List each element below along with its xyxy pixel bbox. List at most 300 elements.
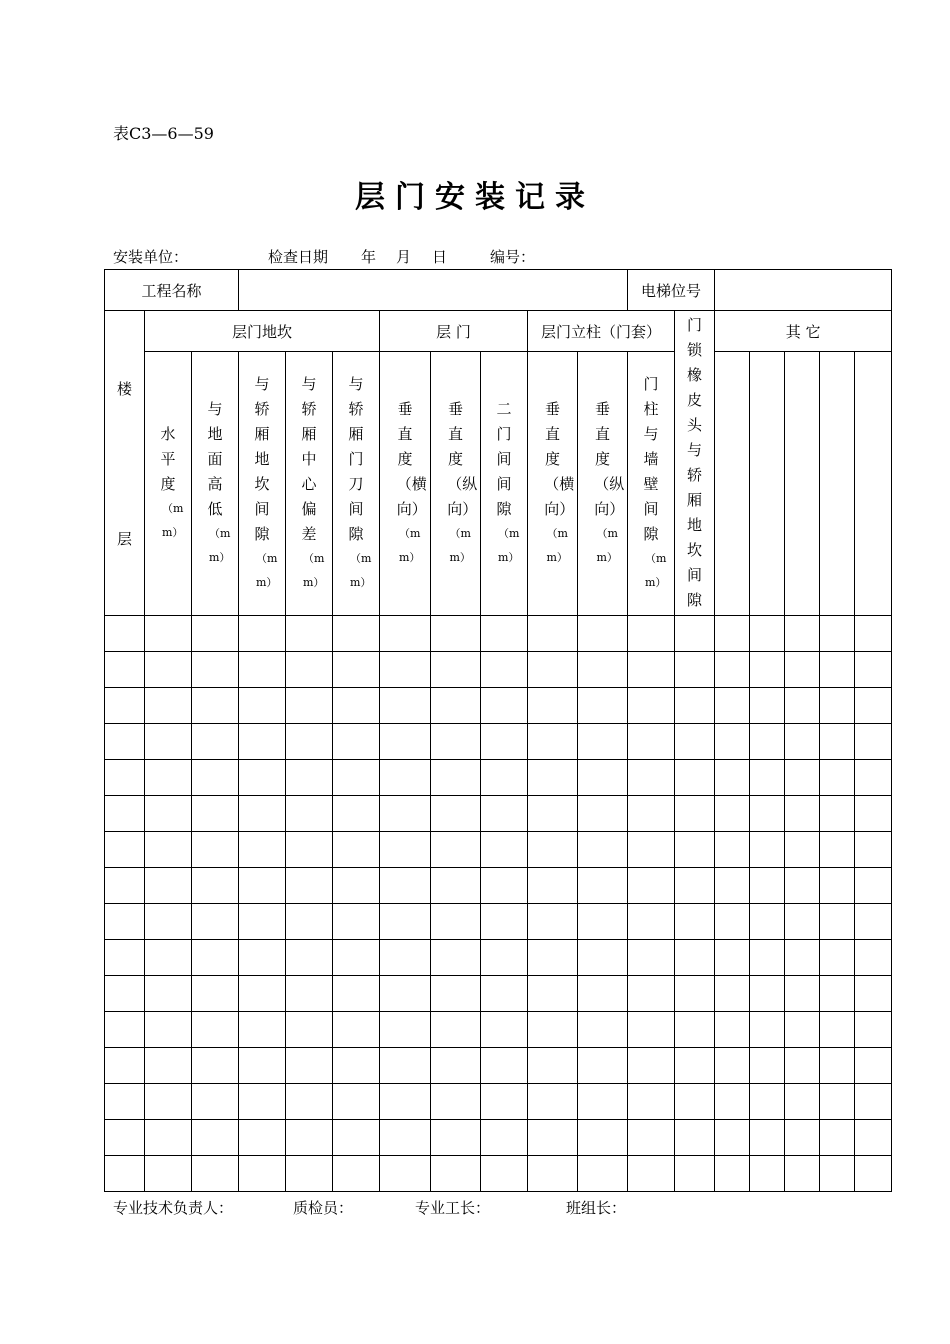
table-cell[interactable] (431, 724, 481, 760)
table-cell[interactable] (750, 1120, 785, 1156)
table-cell[interactable] (715, 760, 750, 796)
table-cell[interactable] (481, 796, 528, 832)
table-cell[interactable] (750, 760, 785, 796)
table-cell[interactable] (192, 1048, 239, 1084)
table-cell[interactable] (820, 832, 855, 868)
table-cell[interactable] (145, 976, 192, 1012)
table-cell[interactable] (785, 688, 820, 724)
table-cell[interactable] (715, 904, 750, 940)
table-cell[interactable] (145, 940, 192, 976)
table-cell[interactable] (239, 616, 286, 652)
table-cell[interactable] (286, 1012, 333, 1048)
table-cell[interactable] (628, 976, 675, 1012)
table-cell[interactable] (820, 796, 855, 832)
table-cell[interactable] (750, 1012, 785, 1048)
project-name-field[interactable] (239, 270, 628, 311)
table-cell[interactable] (481, 1120, 528, 1156)
table-cell[interactable] (750, 796, 785, 832)
table-cell[interactable] (855, 1012, 892, 1048)
table-cell[interactable] (333, 1012, 380, 1048)
table-cell[interactable] (192, 832, 239, 868)
table-cell[interactable] (333, 1084, 380, 1120)
table-cell[interactable] (855, 1048, 892, 1084)
table-cell[interactable] (380, 940, 431, 976)
table-cell[interactable] (380, 1120, 431, 1156)
table-cell[interactable] (750, 652, 785, 688)
table-cell[interactable] (333, 940, 380, 976)
elevator-position-field[interactable] (715, 270, 892, 311)
table-cell[interactable] (675, 760, 715, 796)
table-cell[interactable] (431, 1156, 481, 1192)
other-subheader-4[interactable] (820, 352, 855, 616)
table-cell[interactable] (192, 1012, 239, 1048)
table-cell[interactable] (675, 796, 715, 832)
table-cell[interactable] (785, 1012, 820, 1048)
table-cell[interactable] (675, 1084, 715, 1120)
table-cell[interactable] (380, 868, 431, 904)
table-cell[interactable] (380, 976, 431, 1012)
table-cell[interactable] (578, 1120, 628, 1156)
table-cell[interactable] (855, 652, 892, 688)
table-cell[interactable] (431, 616, 481, 652)
table-cell[interactable] (192, 1084, 239, 1120)
table-cell[interactable] (578, 724, 628, 760)
table-cell[interactable] (431, 1120, 481, 1156)
table-cell[interactable] (750, 904, 785, 940)
table-cell[interactable] (750, 688, 785, 724)
table-cell[interactable] (628, 1048, 675, 1084)
table-cell[interactable] (192, 904, 239, 940)
table-cell[interactable] (192, 868, 239, 904)
table-cell[interactable] (286, 976, 333, 1012)
table-cell[interactable] (578, 796, 628, 832)
table-cell[interactable] (192, 976, 239, 1012)
table-cell[interactable] (333, 868, 380, 904)
table-cell[interactable] (675, 1048, 715, 1084)
table-cell[interactable] (855, 976, 892, 1012)
table-cell[interactable] (578, 1156, 628, 1192)
table-cell[interactable] (481, 904, 528, 940)
table-cell[interactable] (715, 1048, 750, 1084)
table-cell[interactable] (286, 616, 333, 652)
table-cell[interactable] (715, 688, 750, 724)
table-cell[interactable] (750, 1084, 785, 1120)
table-cell[interactable] (333, 976, 380, 1012)
table-cell[interactable] (785, 616, 820, 652)
column-header-text: 与轿厢门刀间隙 (348, 375, 364, 543)
table-cell[interactable] (628, 652, 675, 688)
table-cell[interactable] (286, 796, 333, 832)
table-cell[interactable] (675, 904, 715, 940)
table-cell[interactable] (333, 652, 380, 688)
table-cell[interactable] (481, 724, 528, 760)
table-cell[interactable] (481, 1156, 528, 1192)
table-cell[interactable] (481, 1084, 528, 1120)
table-cell[interactable] (715, 724, 750, 760)
table-cell[interactable] (820, 688, 855, 724)
table-cell[interactable] (750, 616, 785, 652)
table-cell[interactable] (715, 652, 750, 688)
table-cell[interactable] (286, 1048, 333, 1084)
table-cell[interactable] (481, 760, 528, 796)
table-cell[interactable] (675, 688, 715, 724)
table-cell[interactable] (239, 832, 286, 868)
table-cell[interactable] (333, 904, 380, 940)
table-cell[interactable] (785, 1156, 820, 1192)
table-cell[interactable] (750, 940, 785, 976)
table-cell[interactable] (855, 868, 892, 904)
table-cell[interactable] (481, 652, 528, 688)
other-subheader-5[interactable] (855, 352, 892, 616)
table-cell[interactable] (286, 904, 333, 940)
table-cell[interactable] (333, 724, 380, 760)
table-cell[interactable] (105, 1012, 145, 1048)
table-cell[interactable] (239, 652, 286, 688)
table-cell[interactable] (675, 940, 715, 976)
table-cell[interactable] (820, 1120, 855, 1156)
table-cell[interactable] (105, 616, 145, 652)
table-cell[interactable] (785, 1084, 820, 1120)
table-cell[interactable] (820, 1084, 855, 1120)
table-cell[interactable] (715, 616, 750, 652)
table-cell[interactable] (431, 1084, 481, 1120)
table-cell[interactable] (528, 1048, 578, 1084)
table-cell[interactable] (785, 796, 820, 832)
table-cell[interactable] (145, 616, 192, 652)
table-cell[interactable] (750, 1048, 785, 1084)
table-cell[interactable] (628, 1156, 675, 1192)
table-cell[interactable] (192, 796, 239, 832)
table-cell[interactable] (628, 688, 675, 724)
table-cell[interactable] (820, 1048, 855, 1084)
table-cell[interactable] (528, 652, 578, 688)
table-cell[interactable] (628, 940, 675, 976)
table-cell[interactable] (105, 1156, 145, 1192)
table-cell[interactable] (528, 796, 578, 832)
table-cell[interactable] (105, 976, 145, 1012)
table-cell[interactable] (481, 940, 528, 976)
table-cell[interactable] (431, 940, 481, 976)
table-cell[interactable] (785, 724, 820, 760)
table-cell[interactable] (628, 904, 675, 940)
table-cell[interactable] (628, 1120, 675, 1156)
table-cell[interactable] (528, 1120, 578, 1156)
table-cell[interactable] (431, 1048, 481, 1084)
table-cell[interactable] (628, 1012, 675, 1048)
table-cell[interactable] (145, 904, 192, 940)
table-cell[interactable] (192, 688, 239, 724)
table-cell[interactable] (105, 940, 145, 976)
table-cell[interactable] (286, 724, 333, 760)
table-cell[interactable] (145, 1156, 192, 1192)
table-cell[interactable] (715, 832, 750, 868)
table-cell[interactable] (675, 652, 715, 688)
table-cell[interactable] (380, 1084, 431, 1120)
table-cell[interactable] (333, 1048, 380, 1084)
table-cell[interactable] (715, 796, 750, 832)
table-cell[interactable] (145, 1012, 192, 1048)
table-cell[interactable] (145, 796, 192, 832)
table-cell[interactable] (145, 868, 192, 904)
table-cell[interactable] (145, 832, 192, 868)
table-cell[interactable] (528, 940, 578, 976)
table-cell[interactable] (578, 976, 628, 1012)
table-cell[interactable] (628, 868, 675, 904)
table-cell[interactable] (785, 652, 820, 688)
table-cell[interactable] (380, 796, 431, 832)
table-cell[interactable] (820, 652, 855, 688)
table-cell[interactable] (380, 1156, 431, 1192)
table-cell[interactable] (578, 1012, 628, 1048)
table-cell[interactable] (578, 688, 628, 724)
table-cell[interactable] (628, 760, 675, 796)
table-cell[interactable] (715, 1156, 750, 1192)
table-cell[interactable] (239, 940, 286, 976)
table-cell[interactable] (855, 796, 892, 832)
table-cell[interactable] (333, 688, 380, 724)
table-cell[interactable] (785, 940, 820, 976)
lock-rubber-header (675, 311, 715, 616)
other-subheader-1[interactable] (715, 352, 750, 616)
table-cell[interactable] (578, 832, 628, 868)
table-cell[interactable] (675, 832, 715, 868)
table-cell[interactable] (675, 724, 715, 760)
table-cell[interactable] (431, 976, 481, 1012)
table-cell[interactable] (820, 868, 855, 904)
table-cell[interactable] (628, 616, 675, 652)
table-cell[interactable] (855, 904, 892, 940)
table-cell[interactable] (578, 652, 628, 688)
table-cell[interactable] (628, 832, 675, 868)
table-cell[interactable] (105, 904, 145, 940)
table-cell[interactable] (628, 724, 675, 760)
table-cell[interactable] (578, 868, 628, 904)
table-cell[interactable] (715, 1012, 750, 1048)
table-cell[interactable] (286, 832, 333, 868)
table-cell[interactable] (239, 688, 286, 724)
table-cell[interactable] (578, 940, 628, 976)
table-cell[interactable] (105, 796, 145, 832)
table-cell[interactable] (820, 760, 855, 796)
table-cell[interactable] (481, 976, 528, 1012)
table-cell[interactable] (431, 796, 481, 832)
table-cell[interactable] (286, 940, 333, 976)
table-cell[interactable] (145, 1084, 192, 1120)
table-cell[interactable] (820, 724, 855, 760)
table-cell[interactable] (820, 904, 855, 940)
table-cell[interactable] (333, 760, 380, 796)
table-cell[interactable] (286, 1120, 333, 1156)
table-cell[interactable] (333, 832, 380, 868)
table-cell[interactable] (675, 1012, 715, 1048)
table-cell[interactable] (239, 1012, 286, 1048)
table-cell[interactable] (145, 652, 192, 688)
table-cell[interactable] (785, 976, 820, 1012)
table-cell[interactable] (855, 760, 892, 796)
table-cell[interactable] (528, 616, 578, 652)
table-cell[interactable] (105, 868, 145, 904)
table-cell[interactable] (431, 688, 481, 724)
table-cell[interactable] (239, 1048, 286, 1084)
table-cell[interactable] (192, 652, 239, 688)
table-cell[interactable] (820, 1156, 855, 1192)
table-cell[interactable] (785, 1048, 820, 1084)
table-cell[interactable] (431, 1012, 481, 1048)
table-cell[interactable] (239, 868, 286, 904)
table-cell[interactable] (578, 1048, 628, 1084)
table-cell[interactable] (628, 796, 675, 832)
table-cell[interactable] (481, 688, 528, 724)
table-cell[interactable] (145, 1120, 192, 1156)
table-row (105, 688, 892, 724)
table-cell[interactable] (333, 1120, 380, 1156)
table-cell[interactable] (578, 760, 628, 796)
table-cell[interactable] (750, 868, 785, 904)
table-cell[interactable] (855, 940, 892, 976)
table-cell[interactable] (105, 760, 145, 796)
table-cell[interactable] (431, 868, 481, 904)
table-cell[interactable] (333, 796, 380, 832)
table-cell[interactable] (785, 1120, 820, 1156)
table-cell[interactable] (528, 1084, 578, 1120)
table-cell[interactable] (820, 1012, 855, 1048)
table-cell[interactable] (380, 1012, 431, 1048)
table-cell[interactable] (820, 940, 855, 976)
table-cell[interactable] (578, 616, 628, 652)
table-cell[interactable] (528, 724, 578, 760)
table-cell[interactable] (105, 724, 145, 760)
table-cell[interactable] (105, 1084, 145, 1120)
table-cell[interactable] (528, 688, 578, 724)
table-cell[interactable] (628, 1084, 675, 1120)
table-cell[interactable] (481, 616, 528, 652)
table-cell[interactable] (855, 724, 892, 760)
table-cell[interactable] (192, 1120, 239, 1156)
table-cell[interactable] (750, 976, 785, 1012)
table-cell[interactable] (715, 868, 750, 904)
table-cell[interactable] (431, 760, 481, 796)
table-cell[interactable] (380, 1048, 431, 1084)
table-cell[interactable] (333, 1156, 380, 1192)
table-cell[interactable] (715, 1084, 750, 1120)
table-cell[interactable] (855, 688, 892, 724)
table-cell[interactable] (286, 688, 333, 724)
table-cell[interactable] (286, 652, 333, 688)
table-cell[interactable] (239, 1120, 286, 1156)
table-cell[interactable] (239, 976, 286, 1012)
table-cell[interactable] (528, 976, 578, 1012)
table-cell[interactable] (528, 760, 578, 796)
table-cell[interactable] (855, 1084, 892, 1120)
table-cell[interactable] (675, 868, 715, 904)
table-cell[interactable] (192, 1156, 239, 1192)
table-cell[interactable] (192, 940, 239, 976)
table-cell[interactable] (239, 1084, 286, 1120)
table-cell[interactable] (855, 616, 892, 652)
table-cell[interactable] (105, 1048, 145, 1084)
table-cell[interactable] (528, 868, 578, 904)
table-cell[interactable] (481, 868, 528, 904)
table-cell[interactable] (145, 1048, 192, 1084)
table-cell[interactable] (750, 1156, 785, 1192)
table-cell[interactable] (105, 832, 145, 868)
table-cell[interactable] (239, 796, 286, 832)
table-cell[interactable] (380, 832, 431, 868)
table-cell[interactable] (192, 616, 239, 652)
table-cell[interactable] (785, 868, 820, 904)
other-subheader-3[interactable] (785, 352, 820, 616)
table-cell[interactable] (481, 1012, 528, 1048)
table-cell[interactable] (431, 904, 481, 940)
table-cell[interactable] (578, 904, 628, 940)
table-cell[interactable] (528, 1156, 578, 1192)
table-cell[interactable] (785, 832, 820, 868)
table-cell[interactable] (578, 1084, 628, 1120)
table-cell[interactable] (192, 724, 239, 760)
table-cell[interactable] (145, 688, 192, 724)
table-cell[interactable] (715, 976, 750, 1012)
table-cell[interactable] (820, 976, 855, 1012)
table-cell[interactable] (528, 904, 578, 940)
table-cell[interactable] (855, 832, 892, 868)
table-cell[interactable] (286, 1084, 333, 1120)
table-cell[interactable] (750, 832, 785, 868)
table-cell[interactable] (715, 940, 750, 976)
table-cell[interactable] (239, 760, 286, 796)
table-cell[interactable] (820, 616, 855, 652)
table-cell[interactable] (528, 832, 578, 868)
table-cell[interactable] (239, 1156, 286, 1192)
column-header-text: 垂直度（纵向） (447, 400, 478, 518)
table-cell[interactable] (286, 868, 333, 904)
table-cell[interactable] (675, 1156, 715, 1192)
table-cell[interactable] (785, 904, 820, 940)
table-cell[interactable] (333, 616, 380, 652)
table-cell[interactable] (380, 760, 431, 796)
table-cell[interactable] (239, 724, 286, 760)
table-cell[interactable] (380, 688, 431, 724)
table-cell[interactable] (380, 616, 431, 652)
table-cell[interactable] (785, 760, 820, 796)
table-cell[interactable] (145, 724, 192, 760)
column-header-unit: （mm） (398, 527, 421, 564)
table-cell[interactable] (855, 1156, 892, 1192)
table-cell[interactable] (380, 904, 431, 940)
table-cell[interactable] (481, 832, 528, 868)
table-cell[interactable] (380, 652, 431, 688)
table-cell[interactable] (105, 1120, 145, 1156)
table-cell[interactable] (105, 688, 145, 724)
table-cell[interactable] (431, 832, 481, 868)
table-cell[interactable] (675, 1120, 715, 1156)
table-cell[interactable] (286, 1156, 333, 1192)
table-cell[interactable] (380, 724, 431, 760)
table-cell[interactable] (431, 652, 481, 688)
table-cell[interactable] (481, 1048, 528, 1084)
table-cell[interactable] (675, 976, 715, 1012)
table-cell[interactable] (239, 904, 286, 940)
table-cell[interactable] (715, 1120, 750, 1156)
table-cell[interactable] (286, 760, 333, 796)
table-cell[interactable] (675, 616, 715, 652)
table-cell[interactable] (192, 760, 239, 796)
table-cell[interactable] (528, 1012, 578, 1048)
table-cell[interactable] (750, 724, 785, 760)
other-subheader-2[interactable] (750, 352, 785, 616)
table-cell[interactable] (145, 760, 192, 796)
table-cell[interactable] (105, 652, 145, 688)
table-cell[interactable] (855, 1120, 892, 1156)
